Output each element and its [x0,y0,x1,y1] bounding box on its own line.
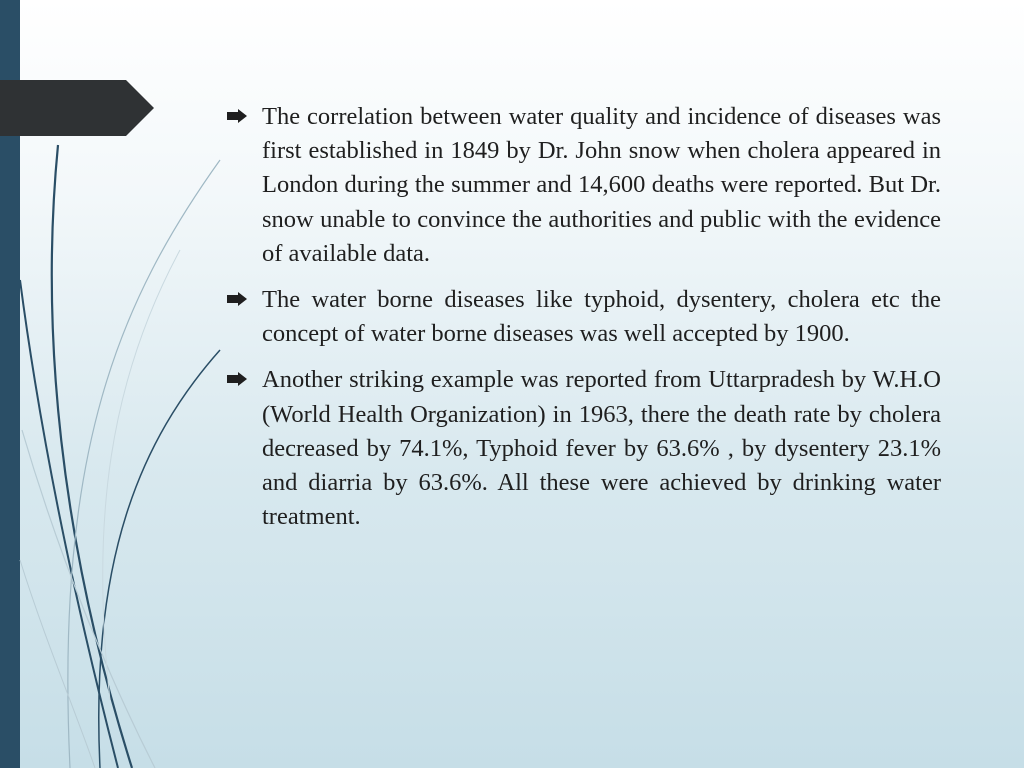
bullet-item [226,283,941,351]
arrow-bullet-icon [226,100,262,128]
bullet-text: Another striking example was reported from Uttarpradesh by W.H.O (World Health Organization) in 1963, there the death rate by cholera decreased by 74.1%, Typhoid fever by 63.6% , by dysentery 23.1% and diarria by 63.6%. All these were achieved by drinking water treatment. [262,366,941,531]
title-tab-shape [0,80,154,136]
bullet-text: The correlation between water quality and incidence of diseases was first established in 1849 by Dr. John snow when cholera appeared in London during the summer and 14,600 deaths were reported. But Dr. snow unable to convince the authorities and public with the evidence of available data. [262,103,941,267]
bullet-text: The water borne diseases like typhoid, dysentery, cholera etc the concept of water borne diseases was well accepted by 1900. [262,286,941,348]
arrow-bullet-icon [226,363,262,391]
slide-content [226,100,941,546]
bullet-item [226,100,941,271]
arrow-bullet-icon [226,283,262,311]
bullet-item [226,363,941,534]
